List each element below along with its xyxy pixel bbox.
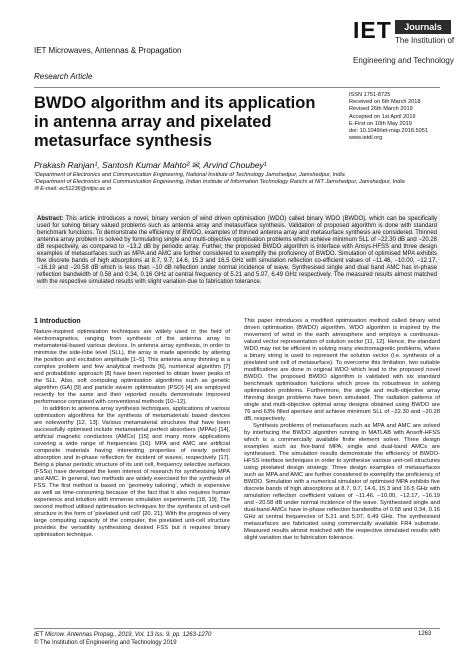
journal-name: IET Microwaves, Antennas & Propagation (34, 46, 182, 55)
meta-revised: Revised 26th March 2019 (349, 106, 413, 113)
meta-efirst: E-First on 10th May 2019 (349, 120, 412, 127)
affiliation-1: ¹Department of Electronics and Communication Engineering, National Institute of Technology Jamshedpur, Jamshedpur, India (34, 172, 345, 178)
paragraph: This paper introduces a modified optimisation method called binary wind driven optimisation (BWDO) algorithm. WDO algorithm is inspired by the movement of wind in the earth atmosphere and employs a continuous-valued vector representation of solution vector [11, 12]. Hence, the standard WDO may not be efficient in solving many electromagnetic problems, where a binary string is used to represent the solution vector (i.e. synthesis of a pixelated unit cell of metasurface). To overcome this limitation, two suitable modifications are done in original WDO which lead to the proposed novel BWDO. The proposed BWDO algorithm is validated with six standard benchmark optimisation functions which prove its robustness in solving optimisation problems. Furthermore, the single and multi-objective array thinning design problems have been simulated. The radiation patterns of single and multi-objective optimal array designs obtained using BWDO are 76 and 63% filled aperture and achieve minimum SLL of −22.30 and −20.28 dB, respectively. (244, 318, 440, 422)
affiliations (34, 172, 434, 194)
iet-logo (353, 18, 453, 68)
author-list: Prakash Ranjan¹, Santosh Kumar Mahto² ✉, Arvind Choubey¹ (34, 160, 267, 170)
header-divider (34, 87, 440, 88)
abstract-text: This article introduces a novel, binary version of wind driven optimisation (WDO) called binary WDO (BWDO), which can be specifically used for solving binary valued problems such as antenna array and metasurface synthesis. Validation of proposed algorithm is done with standard benchmark functions. To demonstrate the efficiency of BWDO, examples of thinned antenna array and metasurface synthesis are considered. Thinned antenna array problem is solved by formulating single and multi-objective optimisation problems which achieve minimum SLL of −22.30 dB and −20.28 dB respectively, as compared to −13.2 dB by periodic array. Further, the proposed BWDO algorithm is interface with Ansys-HFSS and three design examples of metasurfaces such as MPA and AMC are further considered to exemplify the proficiency of BWDO. Simulation of optimised MPA exhibits five discrete bands of high absorptions at 8.7, 9.7, 14.6, 15.3 and 16.5 GHz with simulation reflection co-efficient values of −11.46, −10.00, −12.17, −16.19 and −20.58 dB which is less than −10 dB reflection under normal incidence of wave. Synthesised single and dual band AMC has in-phase reflection bandwidth of 0.58 and 0.34, 0.16 GHz at central frequency of 5.21 and 5.07, 6.49 GHz respectively. The measured results almost matched with the respective simulated results with slight variation due to fabrication tolerance. (37, 216, 438, 286)
logo-institution: The Institution of (395, 36, 455, 45)
meta-accepted: Accepted on 1st April 2019 (349, 113, 416, 120)
article-meta (349, 92, 459, 142)
paragraph: Nature-inspired optimisation techniques are widely used in the field of electromagnetics, ranging from synthesis of the antenna array to metamaterial-based various devices. In antenna array synthesis, in order to minimise the side-lobe level (SLL), the array is made aperiodic by altering the position and excitation amplitude [1–5]. This antenna array thinning is a complex problem and few analytical methods [6], numerical algorithm [7] and probabilistic approach [8] have been reported to obtain lower peaks of the SLL. Also, soft computing optimisation algorithms such as genetic algorithm (GA) [9] and particle swarm optimisation (PSO) [4] are employed recently for the same and their reported results demonstrate improved performance compared with conventional methods [10–12]. (34, 329, 230, 405)
paragraph: In addition to antenna array synthesis techniques, applications of various optimisation algorithms for the synthesis of metamaterials based devices are noteworthy [12, 13]. Various metamaterial structures that have been successfully optimised include metamaterial perfect absorbers (MPAs) [14], artificial magnetic conductors (AMCs) [15] and many more applications covering a wide range of frequencies [16]. MPA and AMC are artificial composite materials having interesting properties of nearly perfect absorption and in-phase reflection for incident of waves, respectively [17]. Being a planar periodic structure of its unit cell, frequency selective surfaces (FSSs) have developed the keen interest of research for synthesising MPA and AMC. In general, two methods are widely exercised for the synthesis of FSS. The first method is based on ‘geometry tailoring’, which is expensive as well as time-consuming because of the fact that it also requires human experience and intuition with immense simulation experiments [18, 19]. The second method utilised optimisation techniques for the synthesis of unit-cell structure in the form of ‘pixelated unit cell’ [20, 21]. With the progress of very large computing capacity of the computer, the pixelated unit-cell structure provides the versatility synthesising desired FSS but it requires binary optimisation technique. (34, 406, 230, 538)
article-type: Research Article (34, 72, 93, 81)
footer-copyright: © The Institution of Engineering and Technology 2019 (34, 640, 177, 646)
abstract-label: Abstract: (37, 216, 64, 222)
author-email[interactable]: ✉ E-mail: ec51236@nitjsr.ac.in (34, 186, 112, 193)
logo-journals-badge: Journals (395, 20, 451, 34)
section-heading: 1 Introduction (34, 318, 81, 325)
abstract (34, 213, 440, 289)
footer-divider (34, 628, 440, 629)
meta-website[interactable]: www.ietdl.org (349, 135, 383, 142)
body-right-column (244, 318, 440, 542)
meta-received: Received on 6th March 2018 (349, 99, 421, 106)
logo-engineering: Engineering and Technology (353, 56, 454, 65)
body-left-column (34, 318, 230, 539)
footer-citation-block (34, 631, 211, 647)
page-number: 1263 (418, 631, 432, 637)
affiliation-2: ²Department of Electronics and Communication Engineering, Indian Institute of Information Technology Ranchi at NIT Jamshedpur, Jamshedpur, India (34, 179, 405, 186)
footer-citation: IET Microw. Antennas Propag., 2019, Vol. 13 Iss. 9, pp. 1263-1270 (34, 632, 212, 638)
meta-issn: ISSN 1751-8725 (349, 92, 391, 98)
meta-doi[interactable]: doi: 10.1049/iet-map.2018.5051 (349, 128, 428, 135)
paragraph: Synthesis problems of metasurfaces such as MPA and AMC are solved by interfacing the BWDO algorithm running in MATLAB with Ansoft-HFSS which is a commercially available finite element solver. Three design examples such as five-band MPA, single and dual-band AMCs are synthesised. The simulation results demonstrate the efficiency of BWDO-HFSS interface techniques in order to synthesise various unit-cell structures using pixelated design strategy. Three design examples of metasurfaces such as MPA and AMC are further considered to exemplify the proficiency of BWDO. Simulation with a numerical simulator of optimised MPA exhibits five discrete bands of high absorptions at 8.7, 9.7, 14.6, 15.3 and 16.5 GHz with simulation reflection coefficient values of −11.46, −10.00, −12.17, −16.19 and −20.58 dB under normal incidence of the wave. Synthesised single and dual-band AMCs have in-phase reflection bandwidths of 0.58 and 0.34, 0.16 GHz at central frequencies of 5.21 and 5.07, 6.49 GHz. The synthesised metasurfaces are fabricated using commercially available FR4 substrate. Measured results almost matched with the respective simulated results with slight variation due to fabrication tolerance. (244, 423, 440, 541)
paper-title: BWDO algorithm and its application in antenna array and pixelated metasurface synthesis (34, 94, 316, 150)
logo-iet-text: IET (353, 17, 392, 43)
